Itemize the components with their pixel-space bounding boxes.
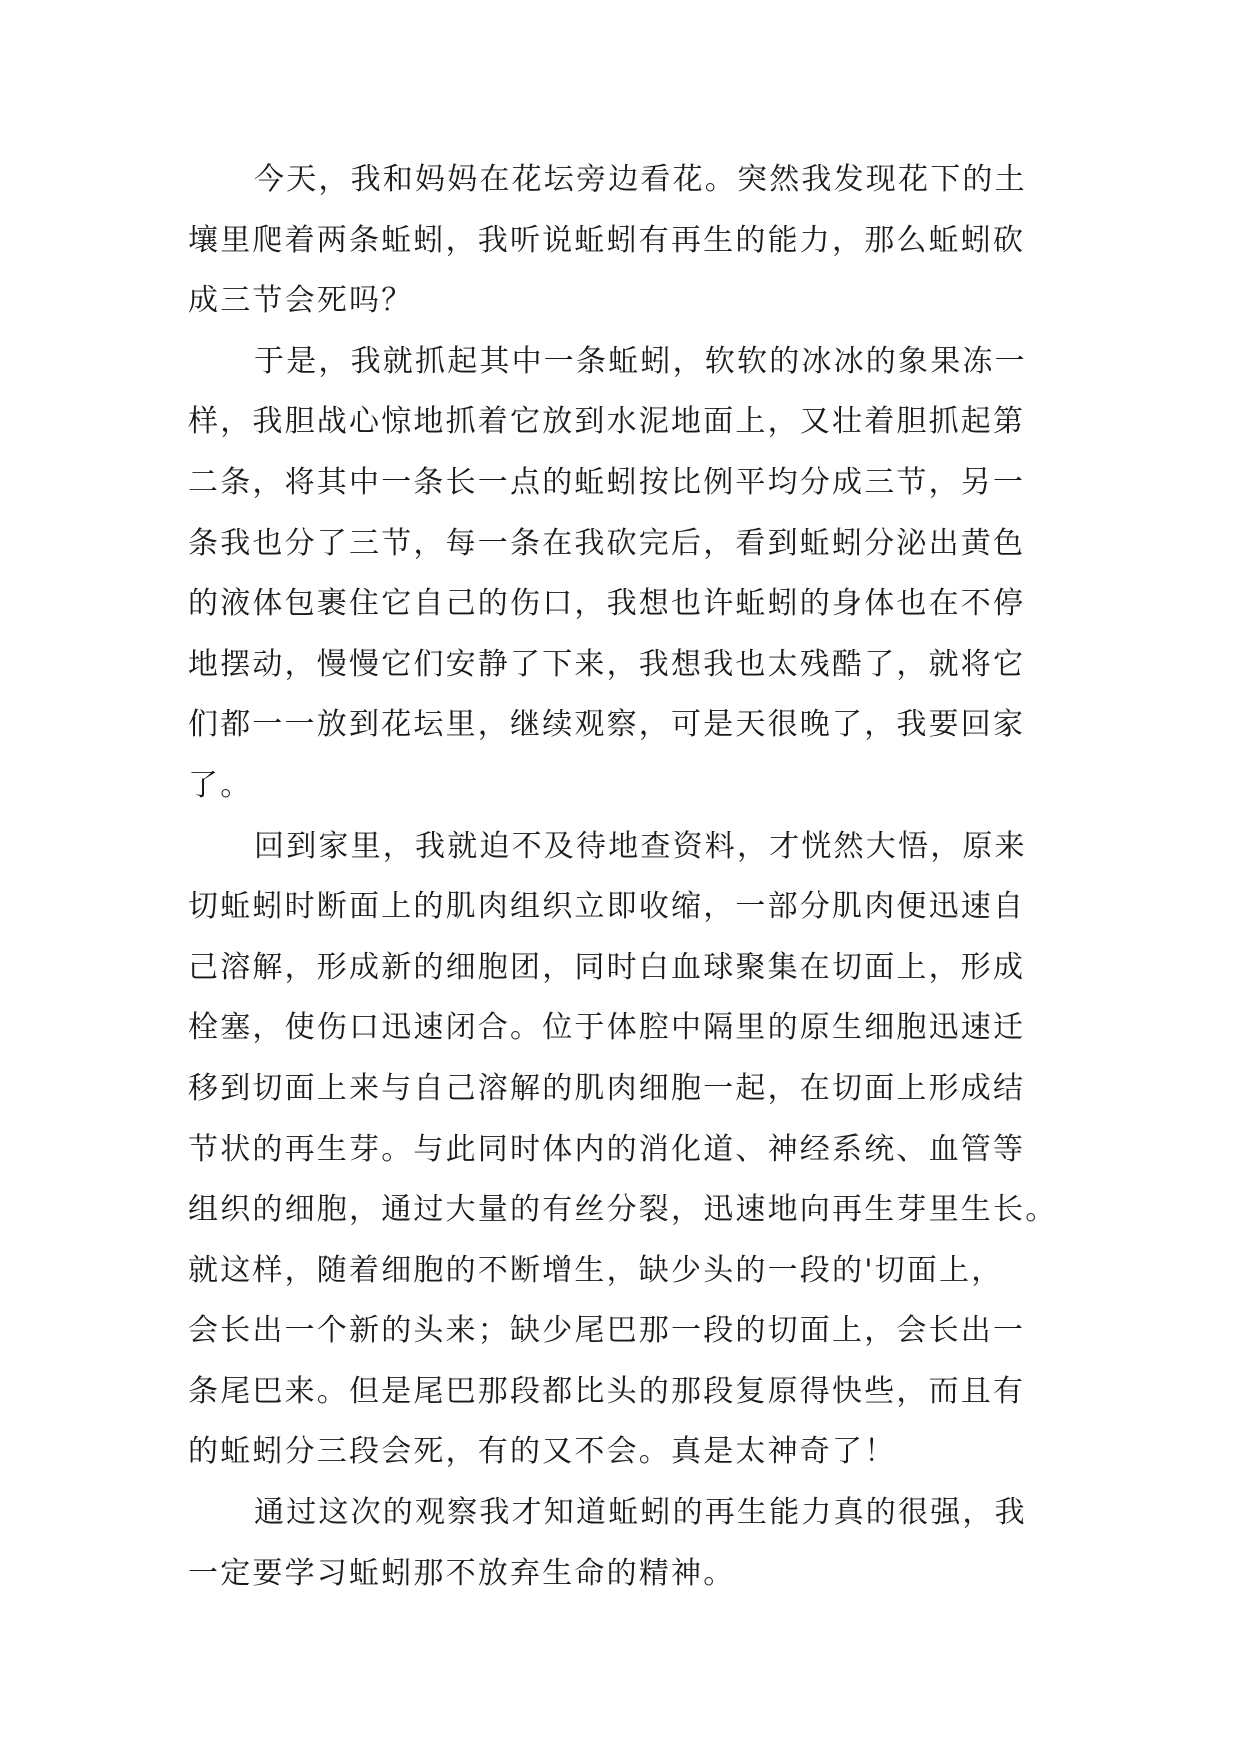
paragraph-2 — [188, 332, 1058, 817]
text-line: 节状的再生芽。与此同时体内的消化道、神经系统、血管等 — [188, 1131, 1026, 1167]
paragraph-3 — [188, 817, 1058, 1484]
text-line: 栓塞，使伤口迅速闭合。位于体腔中隔里的原生细胞迅速迁 — [188, 1010, 1026, 1046]
text-line: 们都一一放到花坛里，继续观察，可是天很晚了，我要回家 — [188, 707, 1026, 743]
text-line: 二条，将其中一条长一点的蚯蚓按比例平均分成三节，另一 — [188, 464, 1026, 500]
text-line: 成三节会死吗？ — [188, 283, 414, 319]
text-line: 了。 — [188, 767, 253, 803]
text-line: 就这样，随着细胞的不断增生，缺少头的一段的'切面上， — [188, 1252, 1004, 1288]
text-line: 壤里爬着两条蚯蚓，我听说蚯蚓有再生的能力，那么蚯蚓砍 — [188, 222, 1026, 258]
text-line: 移到切面上来与自己溶解的肌肉细胞一起，在切面上形成结 — [188, 1070, 1026, 1106]
text-line: 回到家里，我就迫不及待地查资料，才恍然大悟，原来 — [254, 828, 1027, 864]
text-line: 样，我胆战心惊地抓着它放到水泥地面上，又壮着胆抓起第 — [188, 404, 1026, 440]
text-line: 的蚯蚓分三段会死，有的又不会。真是太神奇了！ — [188, 1434, 897, 1470]
text-line: 一定要学习蚯蚓那不放弃生命的精神。 — [188, 1555, 736, 1591]
text-line: 地摆动，慢慢它们安静了下来，我想我也太残酷了，就将它 — [188, 646, 1026, 682]
text-line: 切蚯蚓时断面上的肌肉组织立即收缩，一部分肌肉便迅速自 — [188, 889, 1026, 925]
text-line: 的液体包裹住它自己的伤口，我想也许蚯蚓的身体也在不停 — [188, 586, 1026, 622]
text-line: 条尾巴来。但是尾巴那段都比头的那段复原得快些，而且有 — [188, 1373, 1026, 1409]
paragraph-1 — [188, 150, 1058, 332]
paragraph-4 — [188, 1483, 1058, 1604]
text-line: 于是，我就抓起其中一条蚯蚓，软软的冰冰的象果冻一 — [254, 343, 1027, 379]
text-line: 组织的细胞，通过大量的有丝分裂，迅速地向再生芽里生长。 — [188, 1192, 1058, 1228]
text-line: 通过这次的观察我才知道蚯蚓的再生能力真的很强，我 — [254, 1495, 1027, 1531]
text-line: 己溶解，形成新的细胞团，同时白血球聚集在切面上，形成 — [188, 949, 1026, 985]
text-line: 会长出一个新的头来；缺少尾巴那一段的切面上，会长出一 — [188, 1313, 1026, 1349]
document-body — [188, 150, 1058, 1604]
text-line: 今天，我和妈妈在花坛旁边看花。突然我发现花下的土 — [254, 162, 1027, 197]
text-line: 条我也分了三节，每一条在我砍完后，看到蚯蚓分泌出黄色 — [188, 525, 1026, 561]
